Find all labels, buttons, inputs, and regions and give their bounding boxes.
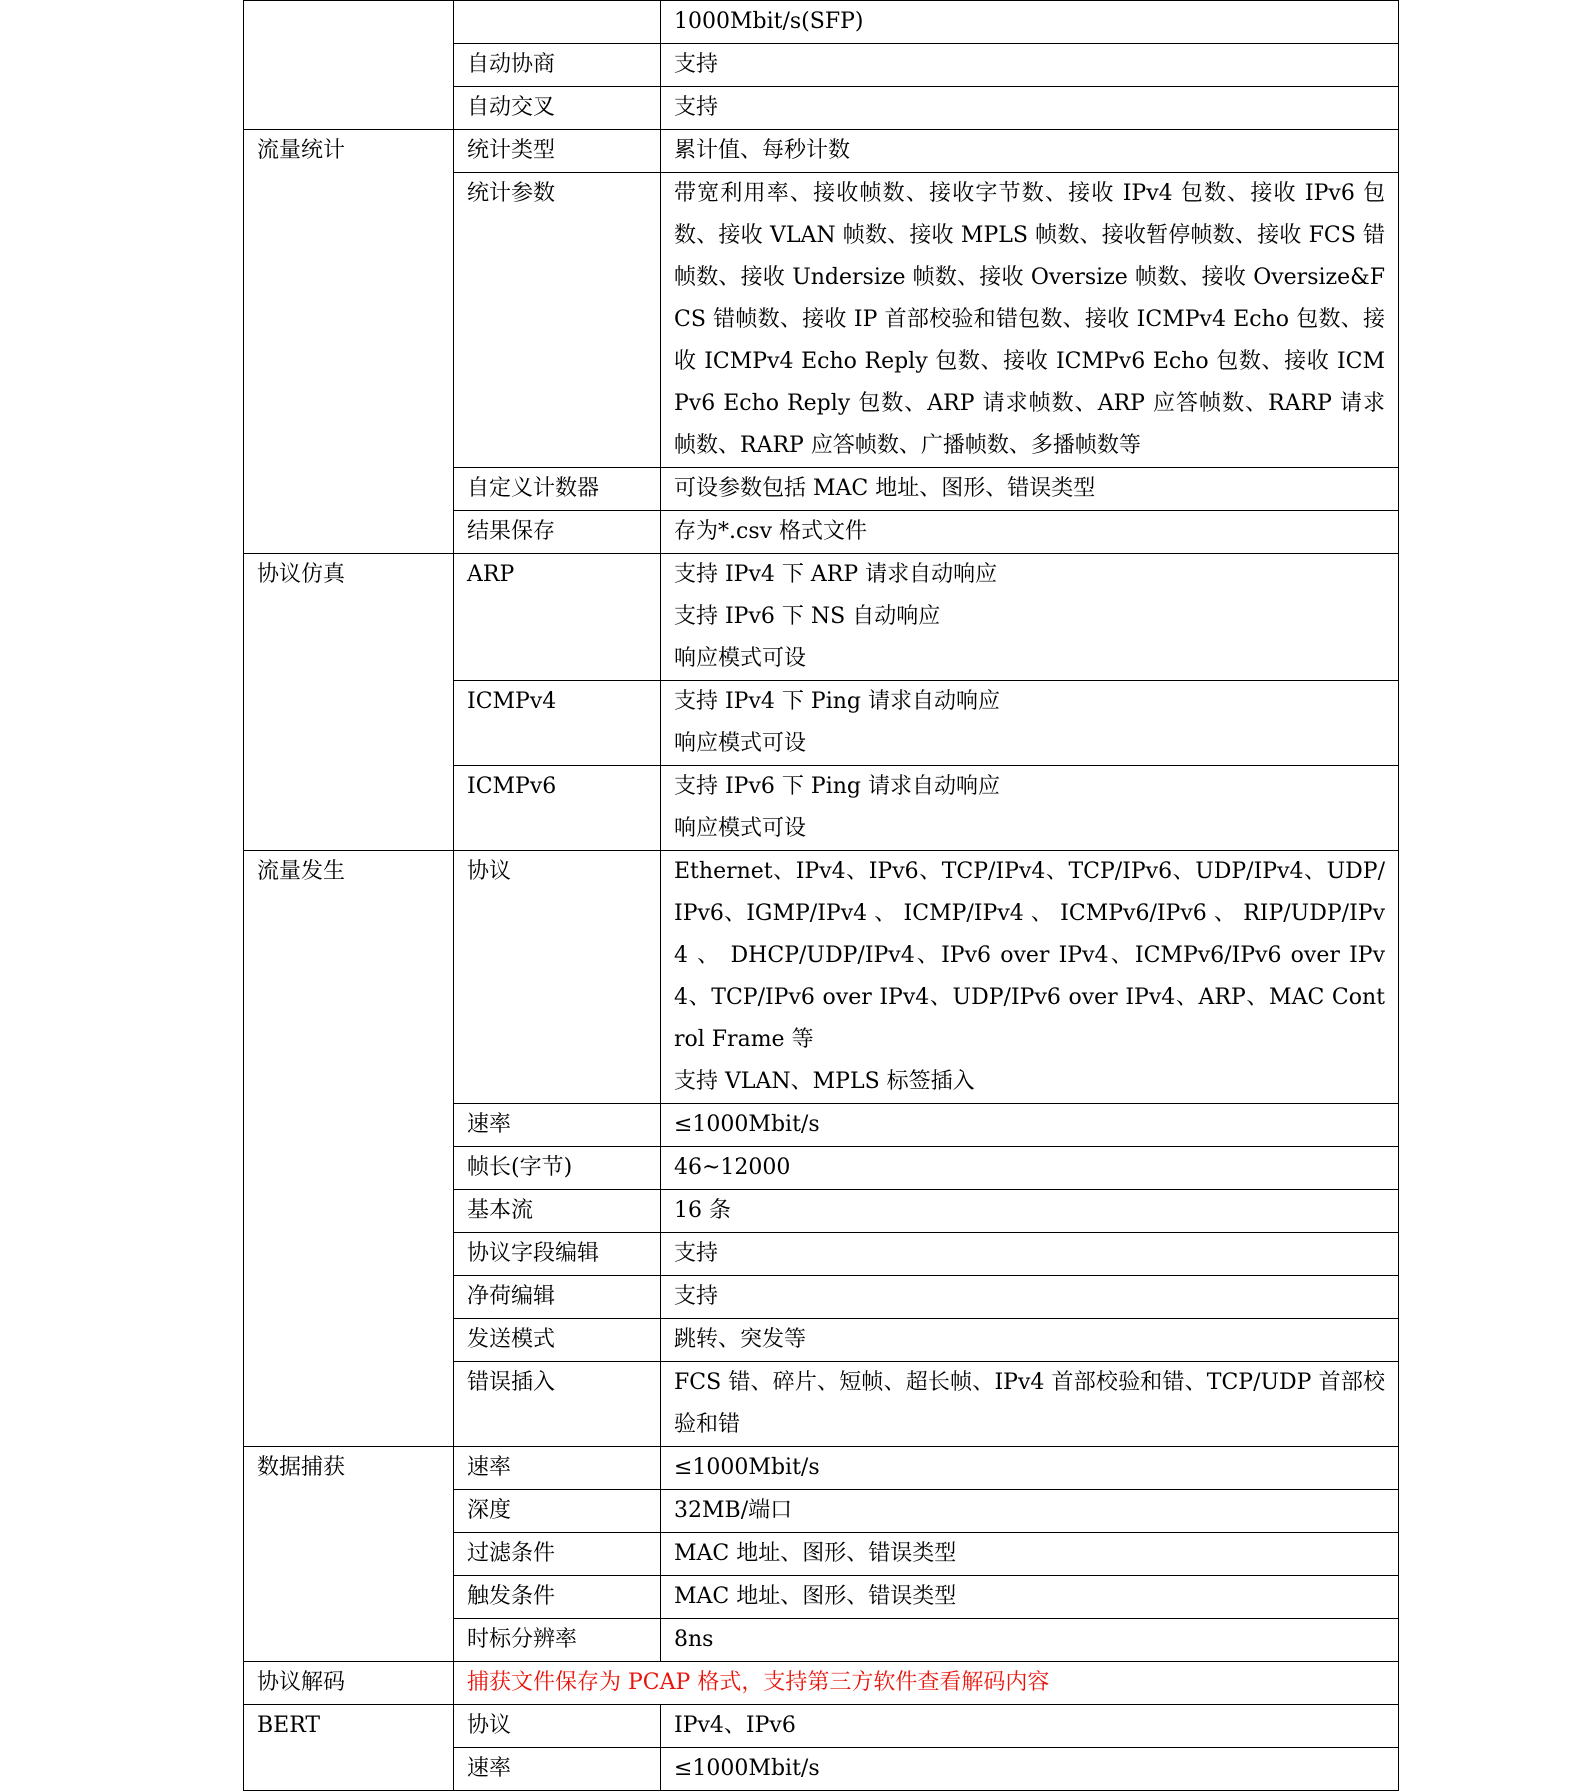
table-row	[244, 1, 1399, 44]
item-cell: 自定义计数器	[454, 468, 661, 511]
value-cell: IPv4、IPv6	[661, 1705, 1399, 1748]
value-cell: 支持 IPv6 下 Ping 请求自动响应 响应模式可设	[661, 766, 1399, 851]
value-cell: MAC 地址、图形、错误类型	[661, 1576, 1399, 1619]
table-row	[244, 554, 1399, 681]
item-cell: ICMPv4	[454, 681, 661, 766]
value-cell: 支持 IPv4 下 Ping 请求自动响应 响应模式可设	[661, 681, 1399, 766]
table-row	[244, 851, 1399, 1104]
item-cell: 速率	[454, 1104, 661, 1147]
item-cell	[454, 1, 661, 44]
section-cell: 流量发生	[244, 851, 454, 1447]
value-cell: ≤1000Mbit/s	[661, 1104, 1399, 1147]
item-cell: 发送模式	[454, 1319, 661, 1362]
item-cell: 时标分辨率	[454, 1619, 661, 1662]
value-cell: ≤1000Mbit/s	[661, 1748, 1399, 1791]
section-cell: 数据捕获	[244, 1447, 454, 1662]
item-cell: 帧长(字节)	[454, 1147, 661, 1190]
section-cell: 流量统计	[244, 130, 454, 554]
table-row	[244, 1705, 1399, 1748]
item-cell: ICMPv6	[454, 766, 661, 851]
item-cell: ARP	[454, 554, 661, 681]
item-cell: 结果保存	[454, 511, 661, 554]
item-cell: 协议	[454, 851, 661, 1104]
section-cell: BERT	[244, 1705, 454, 1791]
value-cell: 支持	[661, 87, 1399, 130]
value-cell: Ethernet、IPv4、IPv6、TCP/IPv4、TCP/IPv6、UDP/IPv4、UDP/IPv6、IGMP/IPv4 、 ICMP/IPv4 、 ICMPv6/IPv6 、 RIP/UDP/IPv4 、 DHCP/UDP/IPv4、IPv6 over IPv4、ICMPv6/IPv6 over IPv4、TCP/IPv6 over IPv4、UDP/IPv6 over IPv4、ARP、MAC Control Frame 等 支持 VLAN、MPLS 标签插入	[661, 851, 1399, 1104]
item-cell: 协议	[454, 1705, 661, 1748]
item-cell: 错误插入	[454, 1362, 661, 1447]
merged-value-cell: 捕获文件保存为 PCAP 格式，支持第三方软件查看解码内容	[454, 1662, 1399, 1705]
value-cell: 累计值、每秒计数	[661, 130, 1399, 173]
value-cell: 1000Mbit/s(SFP)	[661, 1, 1399, 44]
item-cell: 速率	[454, 1447, 661, 1490]
spec-table	[243, 0, 1399, 1791]
item-cell: 统计参数	[454, 173, 661, 468]
value-cell: 32MB/端口	[661, 1490, 1399, 1533]
table-row	[244, 130, 1399, 173]
item-cell: 触发条件	[454, 1576, 661, 1619]
item-cell: 统计类型	[454, 130, 661, 173]
item-cell: 速率	[454, 1748, 661, 1791]
item-cell: 基本流	[454, 1190, 661, 1233]
item-cell: 协议字段编辑	[454, 1233, 661, 1276]
section-cell: 协议解码	[244, 1662, 454, 1705]
value-cell: 8ns	[661, 1619, 1399, 1662]
value-cell: FCS 错、碎片、短帧、超长帧、IPv4 首部校验和错、TCP/UDP 首部校验和错	[661, 1362, 1399, 1447]
value-cell: 46~12000	[661, 1147, 1399, 1190]
item-cell: 自动交叉	[454, 87, 661, 130]
value-cell: 16 条	[661, 1190, 1399, 1233]
item-cell: 过滤条件	[454, 1533, 661, 1576]
value-cell: 支持 IPv4 下 ARP 请求自动响应 支持 IPv6 下 NS 自动响应 响应模式可设	[661, 554, 1399, 681]
item-cell: 净荷编辑	[454, 1276, 661, 1319]
section-cell: 协议仿真	[244, 554, 454, 851]
section-cell	[244, 1, 454, 130]
value-cell: ≤1000Mbit/s	[661, 1447, 1399, 1490]
value-cell: 支持	[661, 1276, 1399, 1319]
value-cell: 可设参数包括 MAC 地址、图形、错误类型	[661, 468, 1399, 511]
value-cell: 支持	[661, 1233, 1399, 1276]
table-row	[244, 1447, 1399, 1490]
item-cell: 自动协商	[454, 44, 661, 87]
table-row	[244, 1662, 1399, 1705]
value-cell: 存为*.csv 格式文件	[661, 511, 1399, 554]
value-cell: 带宽利用率、接收帧数、接收字节数、接收 IPv4 包数、接收 IPv6 包数、接收 VLAN 帧数、接收 MPLS 帧数、接收暂停帧数、接收 FCS 错帧数、接收 Undersize 帧数、接收 Oversize 帧数、接收 Oversize&FCS 错帧数、接收 IP 首部校验和错包数、接收 ICMPv4 Echo 包数、接收 ICMPv4 Echo Reply 包数、接收 ICMPv6 Echo 包数、接收 ICMPv6 Echo Reply 包数、ARP 请求帧数、ARP 应答帧数、RARP 请求帧数、RARP 应答帧数、广播帧数、多播帧数等	[661, 173, 1399, 468]
value-cell: MAC 地址、图形、错误类型	[661, 1533, 1399, 1576]
value-cell: 支持	[661, 44, 1399, 87]
value-cell: 跳转、突发等	[661, 1319, 1399, 1362]
item-cell: 深度	[454, 1490, 661, 1533]
